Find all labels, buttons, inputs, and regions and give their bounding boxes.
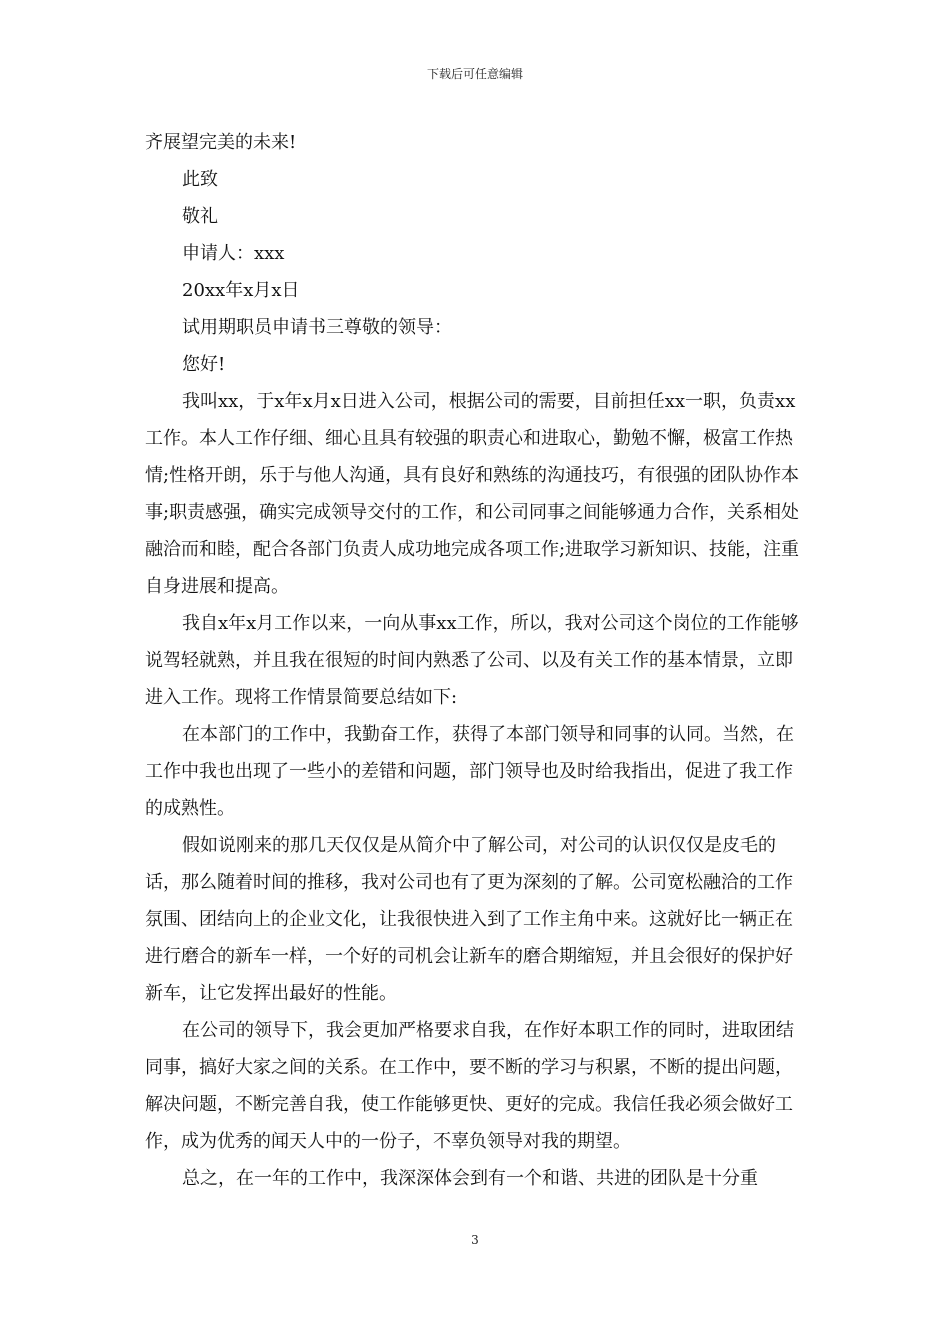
page-number: 3	[471, 1233, 479, 1247]
body-paragraph: 我叫xx，于x年x月x日进入公司，根据公司的需要，目前担任xx一职，负责xx工作。本人工作仔细、细心且具有较强的职责心和进取心，勤勉不懈，极富工作热情;性格开朗，乐于与他人沟通，具有良好和熟练的沟通技巧，有很强的团队协作本事;职责感强，确实完成领导交付的工作，和公司同事之间能够通力合作，关系相处融洽而和睦，配合各部门负责人成功地完成各项工作;进取学习新知识、技能，注重自身进展和提高。	[145, 391, 800, 597]
salutation-cizhi: 此致	[182, 169, 218, 190]
date-line: 20xx年x月x日	[182, 280, 300, 301]
salutation-jingli: 敬礼	[182, 206, 218, 227]
body-paragraph: 总之，在一年的工作中，我深深体会到有一个和谐、共进的团队是十分重	[182, 1168, 758, 1189]
section-title: 试用期职员申请书三尊敬的领导：	[182, 317, 452, 338]
body-paragraph: 在本部门的工作中，我勤奋工作，获得了本部门领导和同事的认同。当然，在工作中我也出现了一些小的差错和问题，部门领导也及时给我指出，促进了我工作的成熟性。	[145, 724, 794, 819]
body-paragraph: 我自x年x月工作以来，一向从事xx工作，所以，我对公司这个岗位的工作能够说驾轻就熟，并且我在很短的时间内熟悉了公司、以及有关工作的基本情景，立即进入工作。现将工作情景简要总结如下:	[145, 613, 799, 708]
greeting: 您好!	[182, 354, 226, 375]
body-paragraph: 在公司的领导下，我会更加严格要求自我，在作好本职工作的同时，进取团结同事，搞好大家之间的关系。在工作中，要不断的学习与积累，不断的提出问题，解决问题，不断完善自我，使工作能够更快、更好的完成。我信任我必须会做好工作，成为优秀的闻天人中的一份子，不辜负领导对我的期望。	[145, 1020, 794, 1152]
closing-line: 齐展望完美的未来!	[145, 132, 297, 153]
page-header: 下载后可任意编辑	[426, 67, 523, 81]
body-paragraph: 假如说刚来的那几天仅仅是从简介中了解公司，对公司的认识仅仅是皮毛的话，那么随着时间的推移，我对公司也有了更为深刻的了解。公司宽松融洽的工作氛围、团结向上的企业文化，让我很快进入到了工作主角中来。这就好比一辆正在进行磨合的新车一样，一个好的司机会让新车的磨合期缩短，并且会很好的保护好新车，让它发挥出最好的性能。	[145, 835, 793, 1004]
document-body	[145, 124, 807, 1197]
applicant-line: 申请人：xxx	[182, 243, 285, 264]
